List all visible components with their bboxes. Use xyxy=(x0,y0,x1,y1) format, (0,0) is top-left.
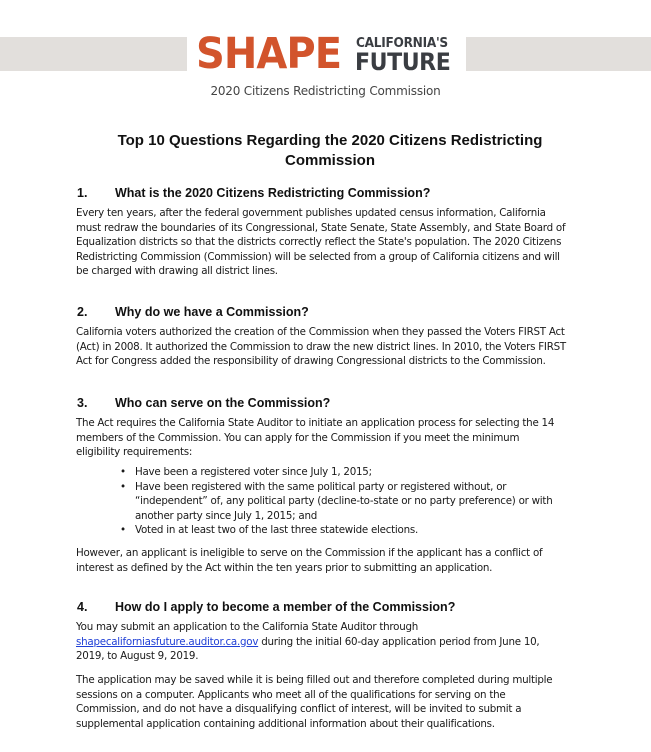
list-item-text: Have been registered with the same political party or registered without, or “independent” of, any political party (decline-to-state or no party preference) or with another party since July 1, 2015; and xyxy=(135,480,553,522)
document-title xyxy=(60,131,600,171)
question-4-answer-details: The application may be saved while it is being filled out and therefore completed during multiple sessions on a computer. Applicants who meet all of the qualifications for serving on the Commission, and do not have a disqualifying conflict of interest, will be invited to submit a supplemental application containing additional information about their qualifications. xyxy=(76,674,553,730)
question-text: What is the 2020 Citizens Redistricting Commission? xyxy=(115,186,431,200)
question-3-heading xyxy=(77,396,330,410)
bullet-icon: • xyxy=(120,466,126,478)
bullet-icon: • xyxy=(120,480,126,493)
logo-line-1: CALIFORNIA'S xyxy=(356,35,448,51)
question-text: How do I apply to become a member of the Commission? xyxy=(115,600,456,614)
question-4-answer xyxy=(76,620,566,664)
application-website-link[interactable]: shapecaliforniasfuture.auditor.ca.gov xyxy=(76,635,259,648)
question-4-heading xyxy=(77,600,455,614)
question-3-answer-intro: The Act requires the California State Auditor to initiate an application process for selecting the 14 members of the Commission. You can apply for the Commission if you meet the minimum eligibility requirements: xyxy=(76,417,555,459)
question-2-heading xyxy=(77,305,309,319)
answer-text-part-1: You may submit an application to the California State Auditor through xyxy=(76,621,419,633)
question-number: 2. xyxy=(77,305,88,319)
list-item xyxy=(120,465,570,480)
question-1-heading xyxy=(77,186,430,200)
list-item-text: Voted in at least two of the last three statewide elections. xyxy=(135,524,419,537)
shape-californias-future-logo xyxy=(196,30,458,80)
header-subtitle: 2020 Citizens Redistricting Commission xyxy=(210,84,441,98)
list-item xyxy=(120,480,570,524)
document-title-line-2: Commission xyxy=(284,152,375,169)
question-number: 4. xyxy=(77,600,88,614)
document-title-line-1: Top 10 Questions Regarding the 2020 Citizens Redistricting xyxy=(117,132,543,149)
list-item xyxy=(120,523,570,538)
question-1-answer: Every ten years, after the federal government publishes updated census information, California must redraw the boundaries of its Congressional, State Senate, State Assembly, and State Board of Equalization districts so that the districts correctly reflect the State's population. The 2020 Citizens Redistricting Commission (Commission) will be selected from a group of California citizens and will be charged with drawing all district lines. xyxy=(76,207,566,278)
header-bar-right xyxy=(466,37,651,71)
question-text: Who can serve on the Commission? xyxy=(115,396,331,410)
question-2-answer: California voters authorized the creation of the Commission when they passed the Voters FIRST Act (Act) in 2008. It authorized the Commission to draw the new district lines. In 2010, the Voters FIRST Act for Congress added the responsibility of drawing Congressional districts to the Commission. xyxy=(76,326,566,368)
answer-text-part-2: during the initial 60-day application period from June 10, 2019, to August 9, 2019. xyxy=(76,635,540,663)
logo-word: SHAPE xyxy=(196,29,342,79)
logo-line-2: FUTURE xyxy=(355,48,451,76)
bullet-icon: • xyxy=(120,524,126,537)
question-text: Why do we have a Commission? xyxy=(115,305,309,319)
question-number: 1. xyxy=(77,186,88,200)
header-bar-left xyxy=(0,37,187,71)
question-3-answer-note: However, an applicant is ineligible to serve on the Commission if the applicant has a conflict of interest as defined by the Act within the ten years prior to submitting an application. xyxy=(76,547,543,574)
eligibility-requirements-list xyxy=(120,465,570,538)
list-item-text: Have been a registered voter since July 1, 2015; xyxy=(135,466,372,478)
question-number: 3. xyxy=(77,396,88,410)
